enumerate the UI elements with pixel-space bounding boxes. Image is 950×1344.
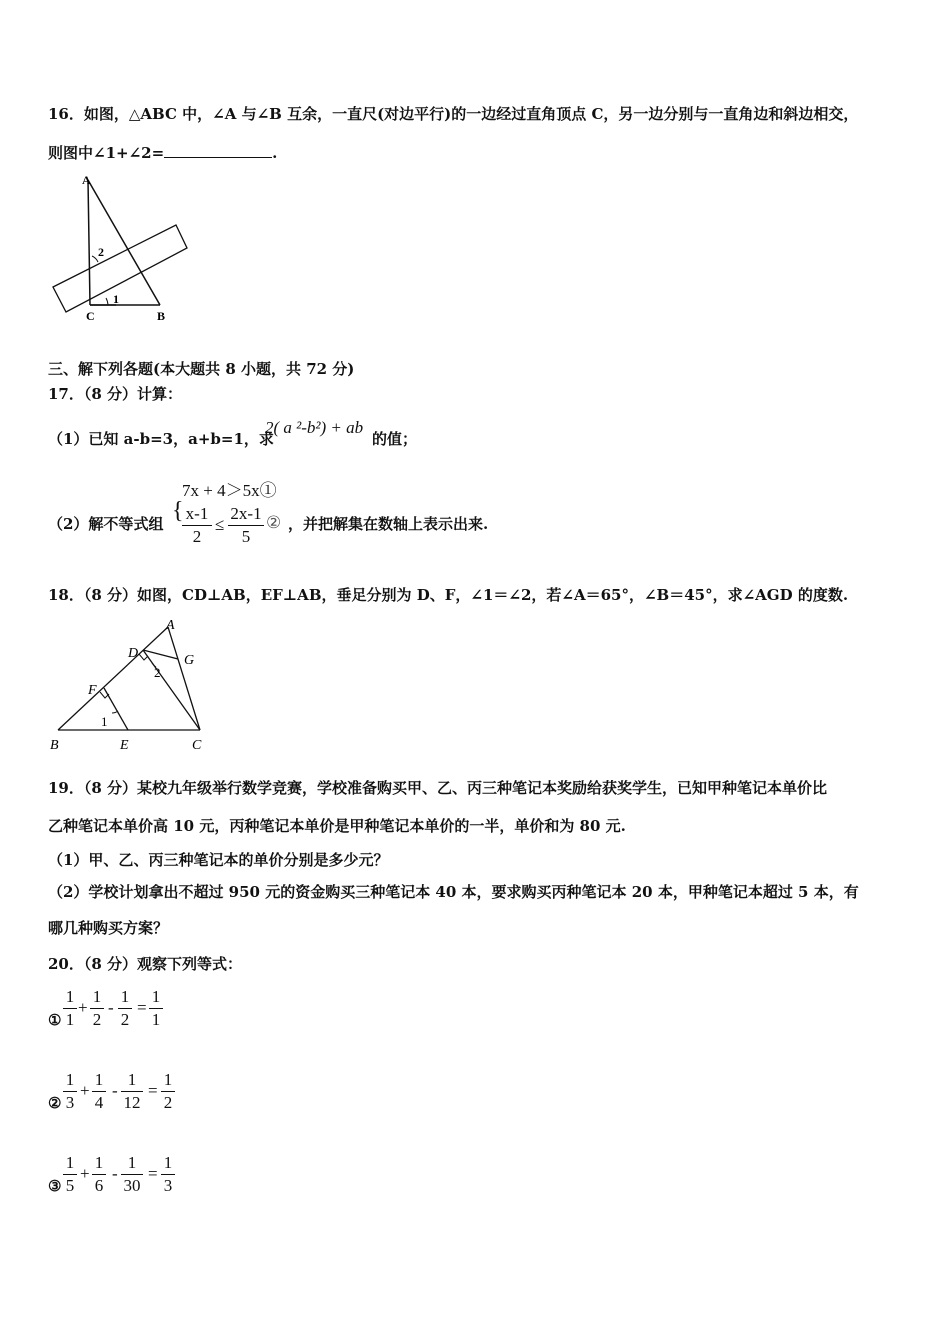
q16-ruler	[53, 225, 187, 312]
q16-answer-prompt: 则图中∠1+∠2=	[48, 144, 165, 162]
q17-brace: {	[172, 498, 184, 524]
q20-eq1-frac3: 1 2	[118, 988, 132, 1029]
q16-figure	[48, 170, 198, 330]
q19-part2-line1: （2）学校计划拿出不超过 950 元的资金购买三种笔记本 40 本，要求购买丙种笔记本 20 本，甲种笔记本超过 5 本，有	[48, 883, 859, 901]
q20-eq3-frac2: 1 6	[92, 1154, 106, 1195]
q16-label-1: 1	[113, 292, 119, 306]
q20-eq3-frac3: 1 30	[121, 1154, 143, 1195]
section-heading: 三、解下列各题(本大题共 8 小题，共 72 分)	[48, 360, 355, 378]
q20-eq2-label: ②	[48, 1094, 62, 1112]
q17-fraction-1	[182, 505, 212, 546]
q19-part1: （1）甲、乙、丙三种笔记本的单价分别是多少元？	[48, 851, 389, 869]
q20-eq1-frac2: 1 2	[90, 988, 104, 1029]
q20-eq3-equals: =	[148, 1164, 158, 1183]
q20-eq2-frac3: 1 12	[121, 1071, 143, 1112]
q18-label-g: G	[184, 653, 195, 668]
q18-figure	[48, 615, 218, 755]
q19-text-line2: 乙种笔记本单价高 10 元，丙种笔记本单价是甲种笔记本单价的一半，单价和为 80 元.	[48, 817, 626, 835]
q17-fraction-1-den: 2	[192, 527, 202, 546]
q18-label-f: F	[88, 683, 97, 698]
q20-title: 20．（8 分）观察下列等式：	[48, 955, 243, 973]
q17-title: 17．（8 分）计算：	[48, 385, 183, 403]
q17-fraction-2	[228, 505, 264, 546]
q17-part1-expression: 2( a ²-b²) + ab	[265, 418, 364, 437]
q16-label-2: 2	[98, 245, 104, 259]
q17-le-sign: ≤	[215, 515, 225, 534]
q18-side-ac	[168, 627, 200, 730]
q16-label-a: A	[82, 173, 91, 187]
q20-eq2-equals: =	[148, 1081, 158, 1100]
q19-text-line1: 19．（8 分）某校九年级举行数学竞赛，学校准备购买甲、乙、丙三种笔记本奖励给获奖学生，已知甲种笔记本单价比	[48, 779, 828, 797]
q16-text-line2	[48, 142, 277, 163]
q16-period: .	[272, 144, 278, 162]
q17-fraction-2-den: 5	[241, 527, 251, 546]
q17-part1-prefix: （1）已知 a-b=3，a+b=1，求	[48, 430, 274, 448]
q17-inequality-1: 7x + 4＞5x①	[182, 481, 277, 500]
q20-eq1-equals: =	[137, 998, 147, 1017]
q18-label-a: A	[166, 618, 175, 633]
q18-label-2: 2	[154, 665, 161, 680]
q17-part1-suffix: 的值；	[372, 430, 418, 448]
q20-eq1-minus: -	[108, 998, 114, 1017]
q20-eq2-plus: +	[80, 1081, 90, 1100]
q18-label-1: 1	[101, 714, 108, 729]
q18-label-d: D	[128, 646, 139, 661]
q18-segment-ef	[104, 688, 128, 730]
q20-eq1-result: 1 1	[149, 988, 163, 1029]
q17-fraction-1-num: x-1	[185, 504, 209, 523]
q18-text: 18．（8 分）如图，CD⊥AB，EF⊥AB，垂足分别为 D、F，∠1＝∠2，若∠A＝65°，∠B＝45°，求∠AGD 的度数.	[48, 586, 849, 604]
q20-eq2-frac1: 1 3	[63, 1071, 77, 1112]
q16-label-c: C	[86, 309, 95, 323]
q17-circle-2: ②	[266, 513, 282, 532]
q16-text-line1: 16．如图，△ABC 中，∠A 与∠B 互余，一直尺(对边平行)的一边经过直角顶点 C，另一边分别与一直角边和斜边相交，	[48, 105, 859, 123]
q18-label-b: B	[50, 738, 59, 753]
q16-side-ac	[88, 180, 90, 305]
q18-label-c: C	[192, 738, 202, 753]
q20-eq3-frac1: 1 5	[63, 1154, 77, 1195]
q20-eq1-plus: +	[78, 998, 88, 1017]
q18-label-e: E	[120, 738, 129, 753]
q16-side-ab	[88, 180, 160, 305]
q20-eq3-plus: +	[80, 1164, 90, 1183]
q16-answer-blank[interactable]	[164, 145, 272, 158]
q20-eq3-label: ③	[48, 1177, 62, 1195]
q19-part2-line2: 哪几种购买方案？	[48, 919, 169, 937]
q17-part2-prefix: （2）解不等式组	[48, 515, 164, 533]
q20-eq3-minus: -	[112, 1164, 118, 1183]
q17-fraction-2-num: 2x-1	[230, 504, 262, 523]
q20-eq1-frac1: 1 1	[63, 988, 77, 1029]
q20-eq3-result: 1 3	[161, 1154, 175, 1195]
q16-label-b: B	[157, 309, 166, 323]
q20-eq2-minus: -	[112, 1081, 118, 1100]
q17-part2-suffix: ，并把解集在数轴上表示出来.	[288, 515, 489, 533]
q20-eq2-frac2: 1 4	[92, 1071, 106, 1112]
q18-side-ab	[58, 627, 168, 730]
q20-eq2-result: 1 2	[161, 1071, 175, 1112]
q20-eq1-label: ①	[48, 1011, 62, 1029]
